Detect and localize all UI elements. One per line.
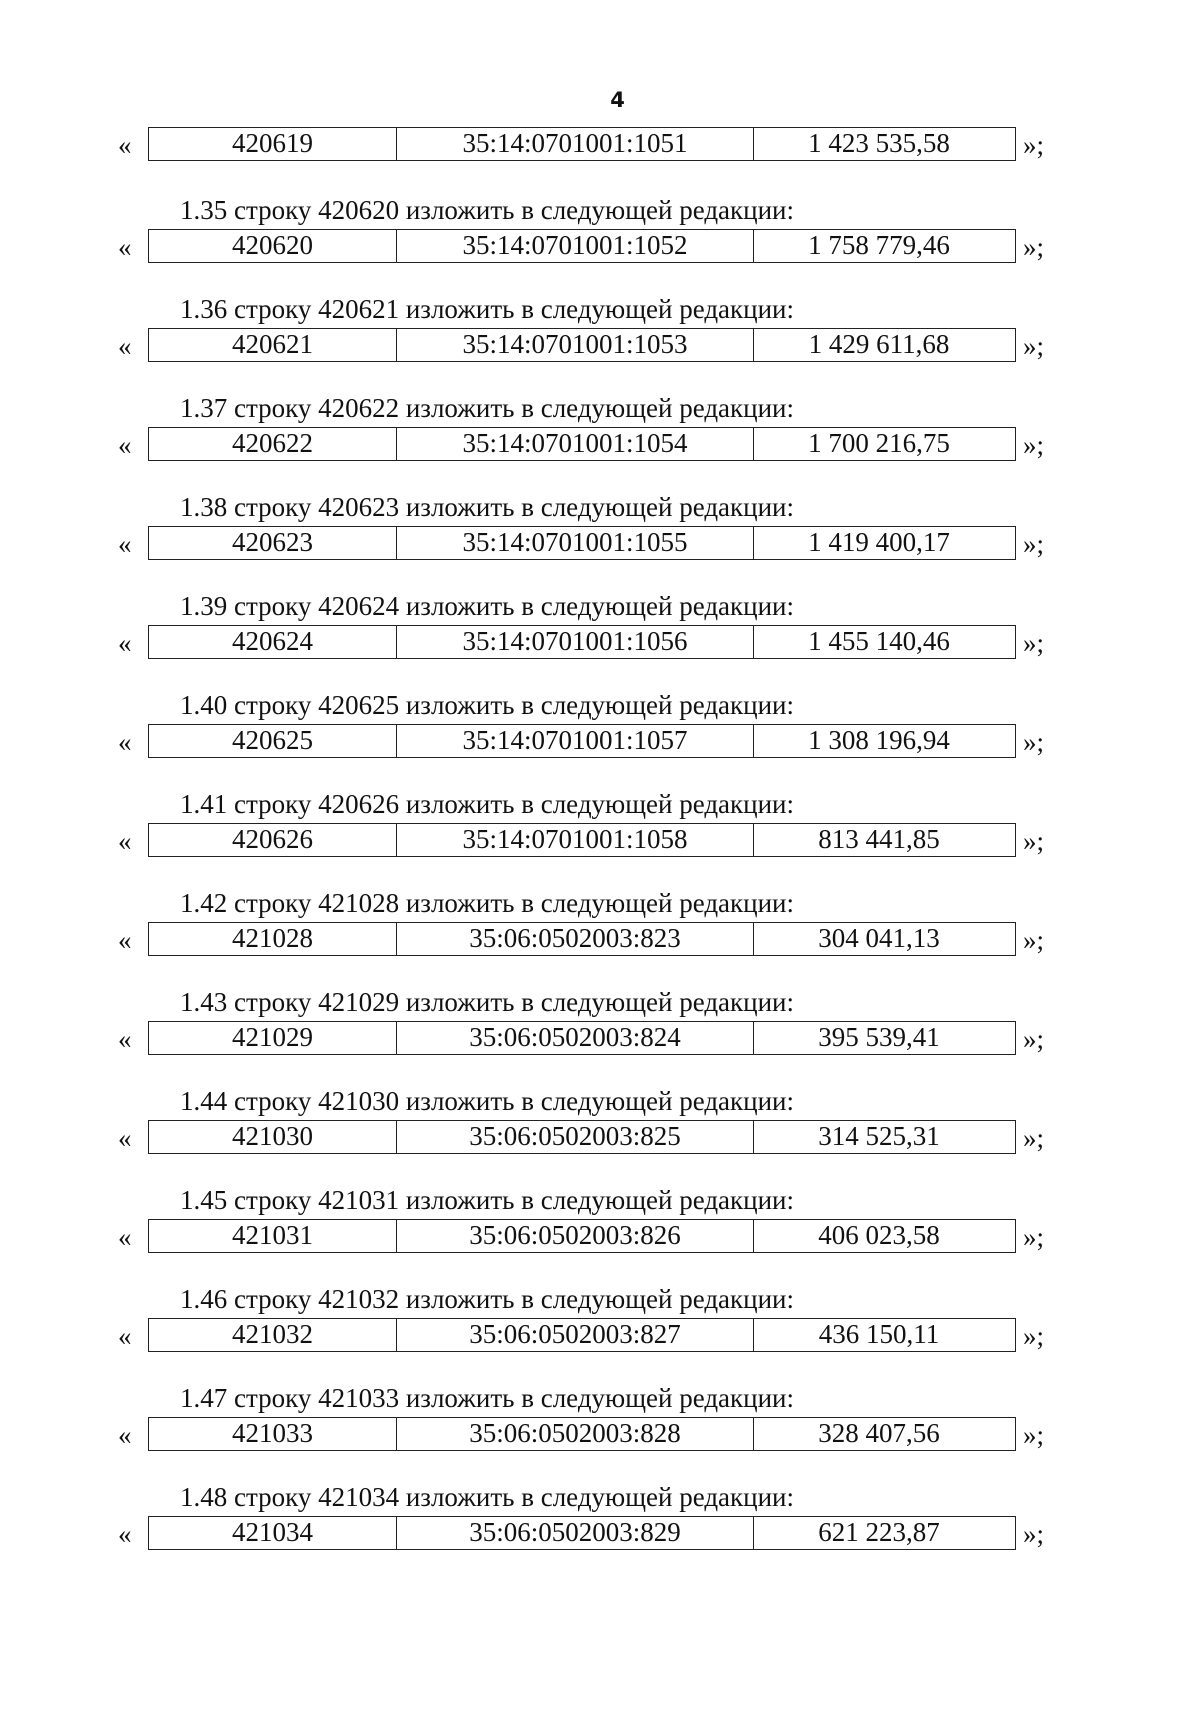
cadastral-value: 314 525,31 (818, 1121, 940, 1151)
cadastral-value: 1 308 196,94 (808, 725, 950, 755)
row-code: 421033 (149, 1418, 397, 1450)
cadastral-number: 35:14:0701001:1054 (397, 428, 754, 460)
closing-quote: »; (1023, 232, 1045, 262)
row-code: 421029 (149, 1022, 397, 1054)
row-table (148, 229, 1016, 263)
table-row (0, 1417, 1200, 1453)
amendment-instruction: 1.36 строку 420621 изложить в следующей редакции: (180, 294, 795, 324)
table-row (0, 1516, 1200, 1552)
cadastral-number: 35:06:0502003:825 (397, 1121, 754, 1153)
cadastral-number: 35:06:0502003:828 (397, 1418, 754, 1450)
amendment-instruction: 1.44 строку 421030 изложить в следующей редакции: (180, 1086, 795, 1116)
table-row (0, 427, 1200, 463)
closing-quote: »; (1023, 1420, 1045, 1450)
amendment-instruction: 1.42 строку 421028 изложить в следующей редакции: (180, 888, 795, 918)
row-code: 421028 (149, 923, 397, 955)
row-table (148, 1120, 1016, 1154)
table-row (0, 526, 1200, 562)
opening-quote: « (118, 628, 132, 658)
amendment-instruction: 1.37 строку 420622 изложить в следующей редакции: (180, 393, 795, 423)
row-code: 420623 (149, 527, 397, 559)
opening-quote: « (118, 130, 132, 160)
closing-quote: »; (1023, 1519, 1045, 1549)
closing-quote: »; (1023, 430, 1045, 460)
closing-quote: »; (1023, 727, 1045, 757)
amendment-instruction: 1.48 строку 421034 изложить в следующей редакции: (180, 1482, 795, 1512)
row-code: 420624 (149, 626, 397, 658)
row-table (148, 127, 1016, 161)
amendment-instruction: 1.46 строку 421032 изложить в следующей редакции: (180, 1284, 795, 1314)
row-code: 420619 (149, 128, 397, 160)
row-table (148, 724, 1016, 758)
opening-quote: « (118, 331, 132, 361)
opening-quote: « (118, 529, 132, 559)
row-code: 420625 (149, 725, 397, 757)
amendment-instruction: 1.41 строку 420626 изложить в следующей редакции: (180, 789, 795, 819)
cadastral-number: 35:06:0502003:829 (397, 1517, 754, 1549)
cadastral-number: 35:14:0701001:1051 (397, 128, 754, 160)
table-row (0, 823, 1200, 859)
opening-quote: « (118, 1420, 132, 1450)
row-code: 421032 (149, 1319, 397, 1351)
table-row (0, 229, 1200, 265)
amendment-instruction: 1.35 строку 420620 изложить в следующей редакции: (180, 195, 795, 225)
row-table (148, 922, 1016, 956)
amendment-instruction: 1.45 строку 421031 изложить в следующей редакции: (180, 1185, 795, 1215)
amendment-instruction: 1.38 строку 420623 изложить в следующей редакции: (180, 492, 795, 522)
closing-quote: »; (1023, 1123, 1045, 1153)
row-code: 421034 (149, 1517, 397, 1549)
cadastral-number: 35:14:0701001:1055 (397, 527, 754, 559)
cadastral-number: 35:14:0701001:1052 (397, 230, 754, 262)
cadastral-value: 1 455 140,46 (808, 626, 950, 656)
row-table (148, 526, 1016, 560)
table-row (0, 1021, 1200, 1057)
row-code: 420622 (149, 428, 397, 460)
amendment-instruction: 1.40 строку 420625 изложить в следующей редакции: (180, 690, 795, 720)
cadastral-number: 35:06:0502003:823 (397, 923, 754, 955)
cadastral-number: 35:06:0502003:824 (397, 1022, 754, 1054)
closing-quote: »; (1023, 925, 1045, 955)
row-code: 420620 (149, 230, 397, 262)
amendment-instruction: 1.43 строку 421029 изложить в следующей редакции: (180, 987, 795, 1017)
cadastral-value: 813 441,85 (818, 824, 940, 854)
row-table (148, 427, 1016, 461)
table-row (0, 127, 1200, 163)
cadastral-value: 1 758 779,46 (808, 230, 950, 260)
cadastral-value: 621 223,87 (818, 1517, 940, 1547)
opening-quote: « (118, 826, 132, 856)
row-code: 421030 (149, 1121, 397, 1153)
cadastral-value: 395 539,41 (818, 1022, 940, 1052)
cadastral-value: 1 429 611,68 (808, 329, 950, 359)
opening-quote: « (118, 430, 132, 460)
cadastral-number: 35:14:0701001:1057 (397, 725, 754, 757)
cadastral-value: 1 423 535,58 (808, 128, 950, 158)
page-number: 4 (610, 88, 625, 112)
row-code: 420626 (149, 824, 397, 856)
row-table (148, 328, 1016, 362)
opening-quote: « (118, 1519, 132, 1549)
row-code: 421031 (149, 1220, 397, 1252)
cadastral-value: 1 419 400,17 (808, 527, 950, 557)
row-table (148, 1318, 1016, 1352)
closing-quote: »; (1023, 826, 1045, 856)
opening-quote: « (118, 232, 132, 262)
table-row (0, 724, 1200, 760)
row-table (148, 1219, 1016, 1253)
amendment-instruction: 1.47 строку 421033 изложить в следующей редакции: (180, 1383, 795, 1413)
row-table (148, 1516, 1016, 1550)
cadastral-value: 406 023,58 (818, 1220, 940, 1250)
table-row (0, 625, 1200, 661)
closing-quote: »; (1023, 628, 1045, 658)
row-table (148, 625, 1016, 659)
closing-quote: »; (1023, 1024, 1045, 1054)
cadastral-number: 35:14:0701001:1058 (397, 824, 754, 856)
opening-quote: « (118, 925, 132, 955)
cadastral-number: 35:06:0502003:827 (397, 1319, 754, 1351)
opening-quote: « (118, 1321, 132, 1351)
opening-quote: « (118, 1024, 132, 1054)
cadastral-number: 35:06:0502003:826 (397, 1220, 754, 1252)
closing-quote: »; (1023, 331, 1045, 361)
closing-quote: »; (1023, 1321, 1045, 1351)
table-row (0, 1219, 1200, 1255)
closing-quote: »; (1023, 529, 1045, 559)
table-row (0, 328, 1200, 364)
table-row (0, 1318, 1200, 1354)
row-code: 420621 (149, 329, 397, 361)
row-table (148, 1021, 1016, 1055)
cadastral-number: 35:14:0701001:1056 (397, 626, 754, 658)
opening-quote: « (118, 1123, 132, 1153)
opening-quote: « (118, 727, 132, 757)
cadastral-value: 304 041,13 (818, 923, 940, 953)
closing-quote: »; (1023, 1222, 1045, 1252)
amendment-instruction: 1.39 строку 420624 изложить в следующей редакции: (180, 591, 795, 621)
cadastral-value: 436 150,11 (818, 1319, 940, 1349)
opening-quote: « (118, 1222, 132, 1252)
cadastral-value: 1 700 216,75 (808, 428, 950, 458)
cadastral-number: 35:14:0701001:1053 (397, 329, 754, 361)
row-table (148, 823, 1016, 857)
closing-quote: »; (1023, 130, 1045, 160)
table-row (0, 1120, 1200, 1156)
cadastral-value: 328 407,56 (818, 1418, 940, 1448)
table-row (0, 922, 1200, 958)
row-table (148, 1417, 1016, 1451)
